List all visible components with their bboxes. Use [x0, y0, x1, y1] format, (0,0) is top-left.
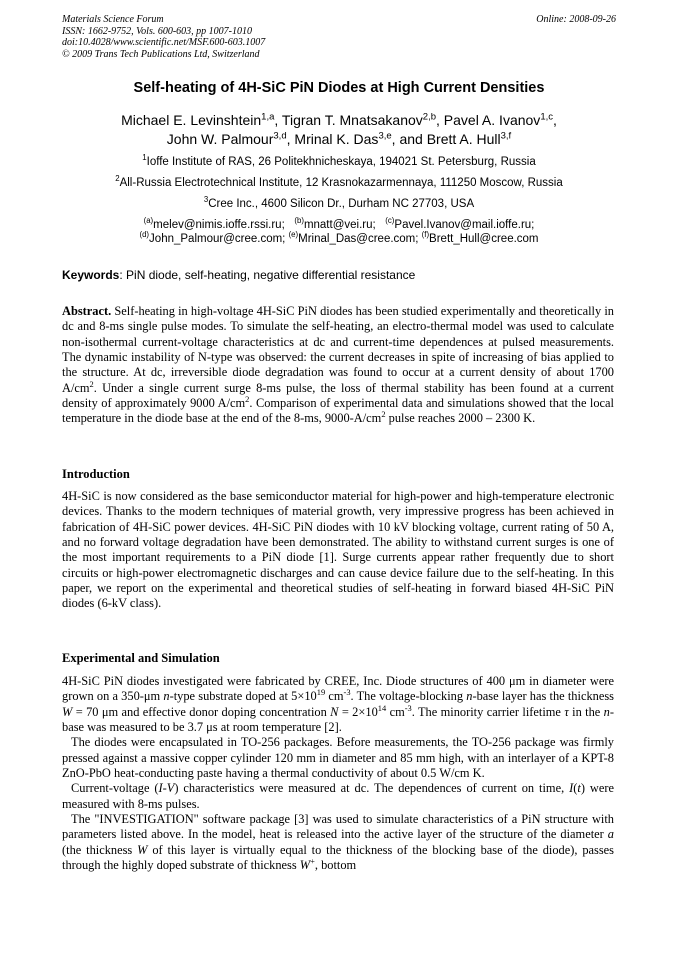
- author-name: John W. Palmour: [166, 131, 274, 147]
- doi-line: doi:10.4028/www.scientific.net/MSF.600-603.1007: [62, 37, 266, 48]
- email-link[interactable]: Pavel.Ivanov@mail.ioffe.ru;: [394, 219, 535, 231]
- journal-header: [62, 14, 616, 60]
- issn-line: ISSN: 1662-9752, Vols. 600-603, pp 1007-1010: [62, 25, 252, 37]
- author-name: Tigran T. Mnatsakanov: [281, 112, 423, 128]
- journal-name: Materials Science Forum: [62, 14, 164, 25]
- email-link[interactable]: John_Palmour@cree.com;: [149, 233, 286, 245]
- experimental-paragraph-2: The diodes were encapsulated in TO-256 packages. Before measurements, the TO-256 package was firmly pressed against a massive copper cylinder 120 mm in diameter and 85 mm high, with an interlayer of a KPT-8 ZnO-PbO heat-conducting paste having a thermal conductivity of about 0.5 W/cm K.: [62, 735, 614, 781]
- email-link[interactable]: Mrinal_Das@cree.com;: [298, 233, 419, 245]
- author-affil-sup: 1,a: [261, 111, 275, 123]
- keywords-label: Keywords: [62, 268, 120, 282]
- author-name: Michael E. Levinshtein: [121, 112, 262, 128]
- author-affil-sup: 3,d: [273, 130, 287, 142]
- author-affil-sup: 2,b: [422, 111, 437, 123]
- email-link[interactable]: Brett_Hull@cree.com: [429, 233, 539, 245]
- email-link[interactable]: mnatt@vei.ru;: [303, 219, 376, 231]
- affiliation-2: $^2$All-Russia Electrotechnical Institute, 12 Krasnokazarmennaya, 111250 Moscow, Russia: [115, 174, 563, 189]
- section-heading-introduction: Introduction: [62, 467, 130, 481]
- abstract: Abstract. Self-heating in high-voltage 4H-SiC PiN diodes has been studied experimentally and theoretically in dc and 8-ms single pulse modes. To simulate the self-heating, an electro-thermal model was used to calculate non-isothermal current-voltage characteristics at dc and current-time dependences at pulsed measurements. The dynamic instability of N-type was observed: the current decreases in spite of increasing of bias applied to the structure. At dc, irreversible diode degradation was found to occur at a current density of about 1700 $A/cm^2$. Under a single current surge 8-ms pulse, the loss of thermal stability has been found at a current density of approximately 9000 $A/cm^2$. Comparison of experimental data and simulations showed that the local temperature in the diode base at the end of the 8-ms, $9000-A/cm^2$ pulse reaches 2000 – 2300 K.: [62, 304, 615, 426]
- experimental-paragraph-4: The "INVESTIGATION" software package [3] was used to simulate characteristics of a PiN structure with parameters listed above. In the model, heat is released into the active layer of the structure of the diameter a (the thickness W of this layer is virtually equal to the thickness of the blocking base of the diode), passes through the highly doped substrate of thickness W+, bottom: [62, 812, 615, 873]
- affiliation-1: $^1$Ioffe Institute of RAS, 26 Politekhnicheskaya, 194021 St. Petersburg, Russia: [142, 153, 536, 168]
- author-list: Michael E. Levinshtein$^{1,a}$, Tigran T. Mnatsakanov$^{2,b}$, Pavel A. Ivanov$^{1,c}$, John W. Palmour$^{3,d}$, Mrinal K. Das$^{3,e}$, and Brett A. Hull$^{3,f}$: [121, 111, 557, 147]
- keywords-text: : PiN diode, self-heating, negative differential resistance: [119, 268, 416, 282]
- author-name: Mrinal K. Das: [294, 131, 379, 147]
- email-link[interactable]: melev@nimis.ioffe.rssi.ru;: [153, 219, 285, 231]
- experimental-section: [62, 674, 614, 873]
- online-date: Online: 2008-09-26: [536, 14, 616, 25]
- experimental-paragraph-1: 4H-SiC PiN diodes investigated were fabricated by CREE, Inc. Diode structures of 400 μm in diameter were grown on a 350-μm n-type substrate doped at $5\times 10^{19}$ $cm^{-3}$. The voltage-blocking n-base layer has the thickness W = 70 μm and effective donor doping concentration $N = 2\times 10^{14}$ $cm^{-3}$. The minority carrier lifetime τ in the n-base was measured to be 3.7 μs at room temperature [2].: [62, 674, 615, 735]
- copyright-line: © 2009 Trans Tech Publications Ltd, Switzerland: [62, 48, 260, 60]
- experimental-paragraph-3: Current-voltage (I-V) characteristics were measured at dc. The dependences of current on time, I(t) were measured with 8-ms pulses.: [62, 781, 614, 811]
- author-affil-sup: 3,f: [500, 130, 512, 142]
- author-name: Brett A. Hull: [426, 131, 501, 147]
- paper-title: Self-heating of 4H-SiC PiN Diodes at High Current Densities: [133, 80, 545, 96]
- author-affil-sup: 3,e: [378, 130, 392, 142]
- author-affil-sup: 1,c: [540, 111, 554, 123]
- section-heading-experimental: Experimental and Simulation: [62, 651, 220, 665]
- affiliation-3: $^3$Cree Inc., 4600 Silicon Dr., Durham NC 27703, USA: [203, 195, 475, 210]
- abstract-label: Abstract.: [62, 304, 112, 318]
- author-name: Pavel A. Ivanov: [443, 112, 541, 128]
- email-list: $^{(a)}$melev@nimis.ioffe.rssi.ru; $^{(b)}$mnatt@vei.ru; $^{(c)}$Pavel.Ivanov@mail.ioffe.ru; $^{(d)}$John_Palmour@cree.com; $^{(e)}$Mrinal_Das@cree.com; $^{(f)}$Brett_Hull@cree.com: [139, 216, 539, 245]
- introduction-paragraph: 4H-SiC is now considered as the base semiconductor material for high-power and high-temperature electronic devices. Thanks to the modern techniques of material growth, very impressive progress has been achieved in fabrication of 4H-SiC power devices. 4H-SiC PiN diodes with 10 kV blocking voltage, current rating of 50 A, and no forward voltage degradation have been demonstrated. The ability to withstand current surges is one of the most important requirements to a PiN diode [1]. Surge currents appear rather frequently due to short circuits or high-power electromagnetic discharges and can cause device failure due to the self-heating. In this paper, we report on the experimental and theoretical studies of self-heating in forward biased 4H-SiC PiN diodes (6-kV class).: [62, 489, 614, 611]
- keywords: [62, 268, 616, 282]
